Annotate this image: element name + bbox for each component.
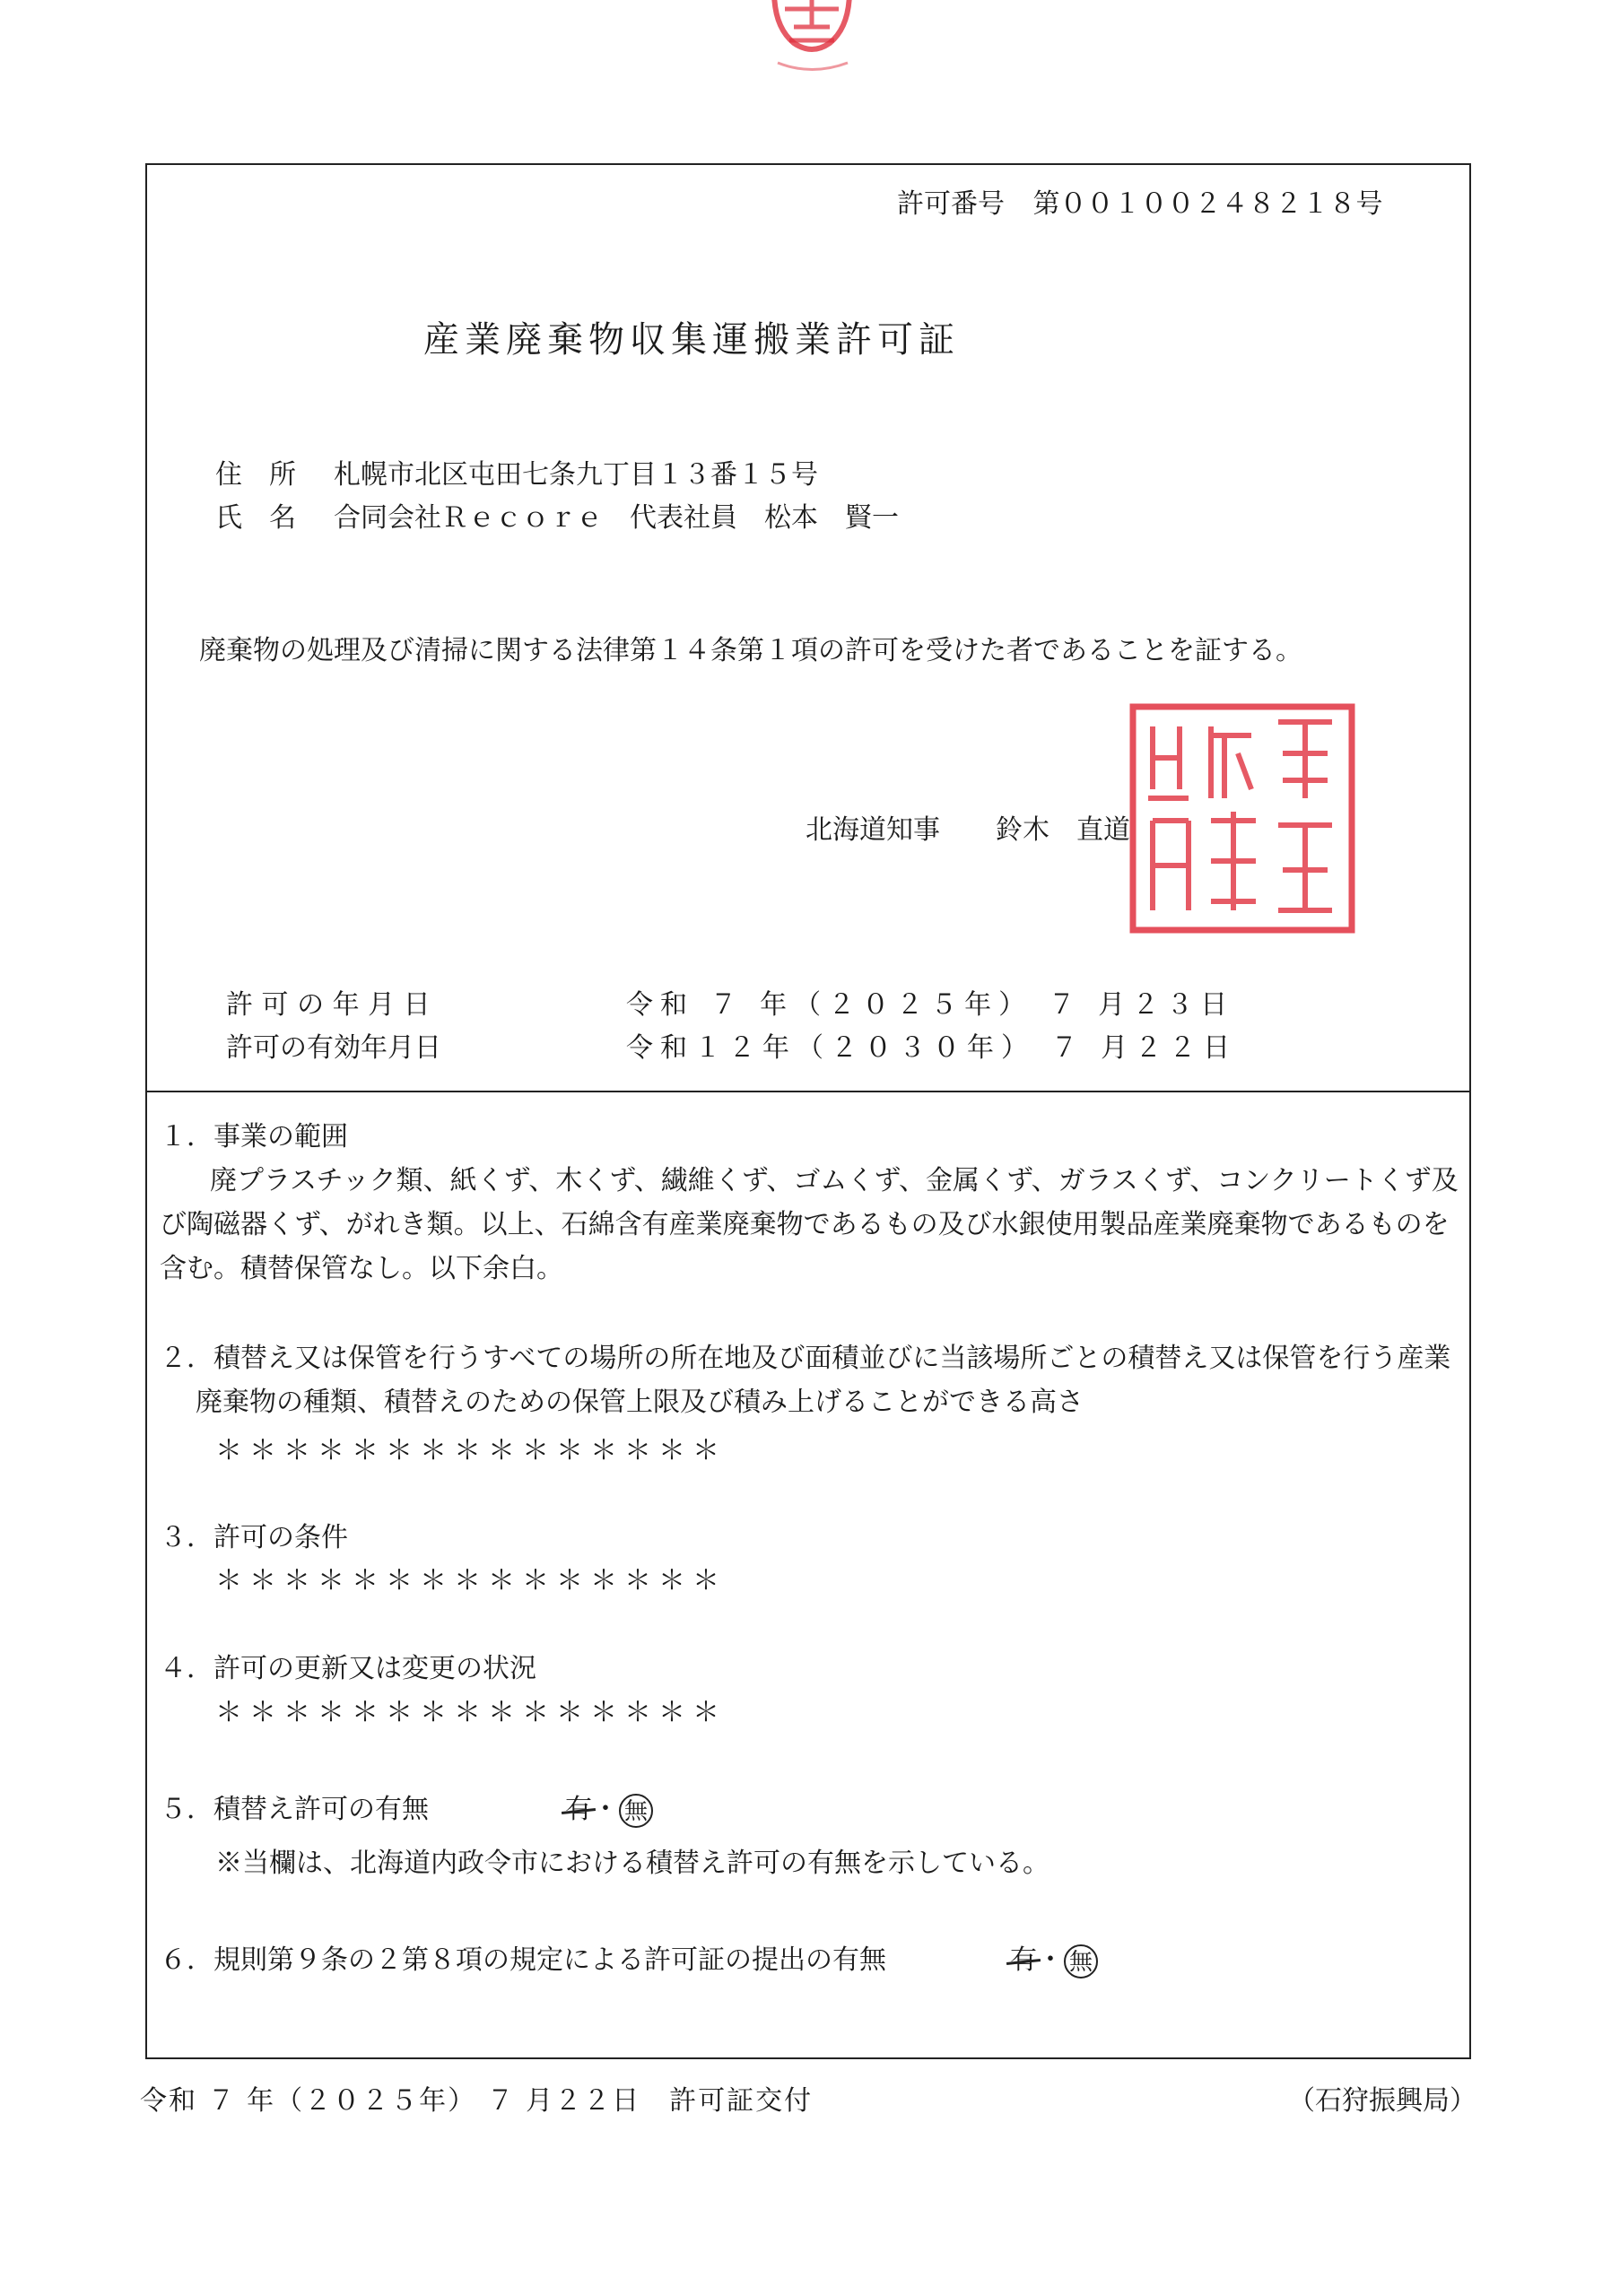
section-6-option-no-circled: 無 [1064,1944,1098,1979]
governor-seal [1126,700,1359,937]
document-title: 産業廃棄物収集運搬業許可証 [423,319,960,361]
name-label: 氏 名 [215,502,296,534]
permit-number-row [897,188,1383,221]
section-2-body: ＊＊＊＊＊＊＊＊＊＊＊＊＊＊＊ [215,1435,727,1466]
section-5-separator: ・ [592,1794,619,1825]
top-edge-seal [758,0,866,81]
issuer-title: 北海道知事 [806,814,940,846]
section-1-body: 廃プラスチック類、紙くず、木くず、繊維くず、ゴムくず、金属くず、ガラスくず、コンクリートくず及び陶磁器くず、がれき類。以上、石綿含有産業廃棄物であるもの及び水銀使用製品産業廃棄物であるものを含む。積替保管なし。以下余白。 [160,1165,1459,1284]
section-6-separator: ・ [1037,1944,1064,1976]
section-5-choice [565,1794,653,1828]
section-5-note: ※当欄は、北海道内政令市における積替え許可の有無を示している。 [215,1848,1050,1879]
permit-number: 第００１００２４８２１８号 [1032,188,1383,220]
section-5-option-yes: 有 [565,1794,592,1825]
section-3-body: ＊＊＊＊＊＊＊＊＊＊＊＊＊＊＊ [215,1565,727,1596]
section-5-heading: ５．積替え許可の有無 [160,1794,429,1825]
address-label: 住 所 [215,459,296,491]
address-value: 札幌市北区屯田七条九丁目１３番１５号 [334,459,818,491]
name-value: 合同会社Ｒｅｃｏｒｅ 代表社員 松本 賢一 [334,502,899,534]
section-6-heading: ６．規則第９条の２第８項の規定による許可証の提出の有無 [160,1944,886,1976]
permit-number-label: 許可番号 [897,188,1005,220]
section-1-heading: １．事業の範囲 [160,1121,348,1152]
section-2-heading: ２．積替え又は保管を行うすべての場所の所在地及び面積並びに当該場所ごとの積替え又は保管を行う産業廃棄物の種類、積替えのための保管上限及び積み上げることができる高さ [160,1343,1451,1418]
section-6-option-yes: 有 [1010,1944,1037,1976]
issue-date-footer: 令和 ７ 年（２０２５年） ７ 月２２日 許可証交付 [140,2085,814,2117]
section-4-body: ＊＊＊＊＊＊＊＊＊＊＊＊＊＊＊ [215,1697,727,1728]
issuer-name: 鈴木 直道 [996,814,1130,846]
section-divider [145,1091,1469,1092]
section-5-option-no-circled: 無 [619,1794,653,1828]
certificate-frame [145,163,1471,2059]
permit-date: 令和 ７ 年（２０２５年） ７ 月２３日 [626,989,1235,1021]
issuing-office: （石狩振興局） [1288,2085,1476,2117]
section-3-heading: ３．許可の条件 [160,1522,348,1553]
valid-until-date: 令和１２年（２０３０年） ７ 月２２日 [626,1032,1238,1064]
section-4-heading: ４．許可の更新又は変更の状況 [160,1653,536,1684]
certification-text: 廃棄物の処理及び清掃に関する法律第１４条第１項の許可を受けた者であることを証する。 [199,635,1302,666]
section-6-choice [1010,1944,1098,1979]
permit-date-label: 許 可 の 年 月 日 [226,989,431,1021]
valid-until-label: 許可の有効年月日 [226,1032,441,1064]
